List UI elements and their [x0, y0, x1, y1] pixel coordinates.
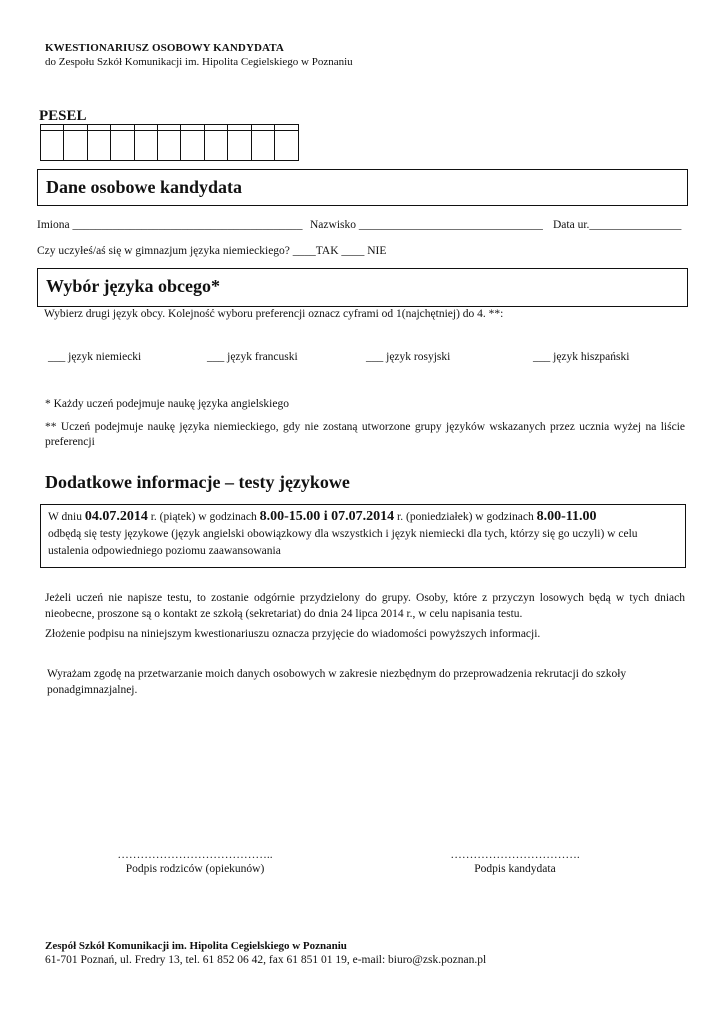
tests-text: r. (piątek) w godzinach — [147, 511, 260, 523]
tests-text: W dniu — [48, 511, 85, 523]
test-hours-2: 8.00-11.00 — [536, 509, 597, 524]
german-question[interactable]: Czy uczyłeś/aś się w gimnazjum języka niemieckiego? ____TAK ____ NIE — [37, 245, 387, 257]
parents-signature-line[interactable]: ………………………………….. — [117, 849, 273, 861]
names-field[interactable]: Imiona ________________________________________ — [37, 219, 303, 231]
candidate-signature-label: Podpis kandydata — [474, 863, 556, 875]
tests-absence-info: Jeżeli uczeń nie napisze testu, to zostanie odgórnie przydzielony do grupy. Osoby, które z przyczyn losowych będą w tych dniach nieobecne, proszone są o kontakt ze szkołą (sekretariat) do dnia 24 lipca 2014 r., w celu napisania testu. — [45, 592, 685, 620]
pesel-label: PESEL — [39, 108, 87, 124]
footer-school-name: Zespół Szkół Komunikacji im. Hipolita Cegielskiego w Poznaniu — [45, 940, 347, 952]
footnote-german: ** Uczeń podejmuje naukę języka niemieckiego, gdy nie zostaną utworzone grupy języków wskazanych przez ucznia wyżej na liście preferencji — [45, 421, 685, 448]
tests-heading: Dodatkowe informacje – testy językowe — [45, 472, 350, 492]
surname-field[interactable]: Nazwisko ________________________________ — [310, 219, 543, 231]
birthdate-field[interactable]: Data ur.________________ — [553, 219, 682, 231]
language-option-spanish[interactable]: ___ język hiszpański — [533, 351, 630, 363]
signature-acknowledgement: Złożenie podpisu na niniejszym kwestionariuszu oznacza przyjęcie do wiadomości powyższych informacji. — [45, 628, 541, 640]
personal-data-heading: Dane osobowe kandydata — [46, 177, 243, 197]
pesel-divider — [40, 130, 298, 131]
footnote-english: * Każdy uczeń podejmuje naukę języka angielskiego — [45, 398, 289, 410]
language-option-russian[interactable]: ___ język rosyjski — [366, 351, 451, 363]
form-subtitle: do Zespołu Szkół Komunikacji im. Hipolita Cegielskiego w Poznaniu — [45, 56, 353, 68]
test-date-1: 04.07.2014 — [84, 509, 148, 524]
language-option-french[interactable]: ___ język francuski — [207, 351, 298, 363]
candidate-signature-line[interactable]: ……………………………. — [450, 849, 580, 861]
language-option-german[interactable]: ___ język niemiecki — [48, 351, 142, 363]
form-title: KWESTIONARIUSZ OSOBOWY KANDYDATA — [45, 42, 284, 54]
tests-description: odbędą się testy językowe (język angielski obowiązkowy dla wszystkich i język niemiecki dla tych, którzy się go uczyli) w celu ustalenia odpowiedniego poziomu zaawansowania — [48, 528, 638, 557]
personal-data-section — [37, 169, 688, 206]
language-instruction: Wybierz drugi język obcy. Kolejność wyboru preferencji oznacz cyframi od 1(najchętniej) do 4. **: — [44, 308, 504, 320]
data-processing-consent: Wyrażam zgodę na przetwarzanie moich danych osobowych w zakresie niezbędnym do przeprowadzenia rekrutacji do szkoły ponadgimnazjalnej. — [47, 668, 627, 696]
language-choice-section — [37, 268, 688, 307]
footer-address: 61-701 Poznań, ul. Fredry 13, tel. 61 852 06 42, fax 61 851 01 19, e-mail: biuro@zsk.poznan.pl — [45, 954, 487, 966]
tests-text: r. (poniedziałek) w godzinach — [394, 511, 537, 523]
tests-info-box — [40, 504, 686, 568]
tests-schedule — [48, 508, 679, 560]
parents-signature-label: Podpis rodziców (opiekunów) — [125, 863, 265, 875]
language-choice-heading: Wybór języka obcego* — [46, 276, 220, 296]
test-hours-1: 8.00-15.00 i 07.07.2014 — [259, 509, 395, 524]
